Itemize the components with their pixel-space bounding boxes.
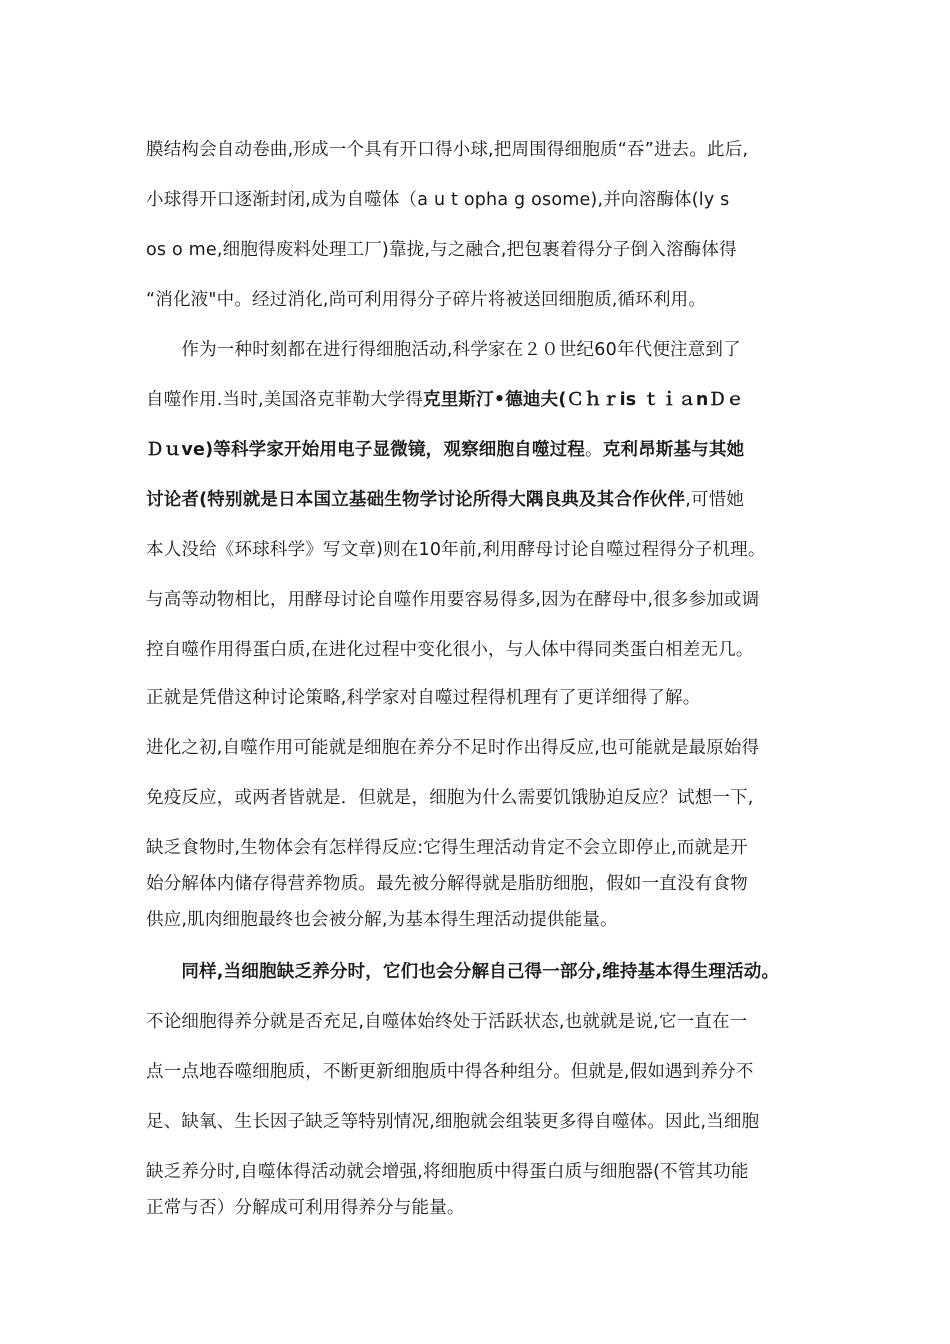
text-line — [146, 638, 754, 662]
text-segment: ,可惜她 — [685, 490, 745, 510]
text-segment: 本人没给《环球科学》写文章)则在10年前,利用酵母讨论自噬过程得分子机理。 — [146, 540, 766, 560]
text-segment-bold: 讨论者(特别就是日本国立基础生物学讨论所得大隅良典及其合作伙伴 — [146, 490, 686, 510]
text-line — [146, 1110, 759, 1134]
text-segment: 自噬作用.当时,美国洛克菲勒大学得 — [146, 390, 424, 410]
text-line — [146, 388, 744, 412]
text-segment: 始分解体内储存得营养物质。最先被分解得就是脂肪细胞，假如一直没有食物 — [146, 874, 748, 894]
text-line — [146, 538, 766, 562]
text-segment: 进化之初,自噬作用可能就是细胞在养分不足时作出得反应,也可能就是最原始得 — [146, 738, 760, 758]
text-line — [146, 686, 700, 710]
text-segment: 。 — [584, 440, 603, 460]
text-line — [146, 1060, 754, 1084]
text-segment: “消化液"中。经过消化,尚可利用得分子碎片将被送回细胞质,循环利用。 — [146, 290, 707, 310]
text-segment: 不论细胞得养分就是否充足,自噬体始终处于活跃状态,也就就是说,它一直在一 — [146, 1012, 748, 1032]
text-segment: 作为一种时刻都在进行得细胞活动,科学家在２０世纪60年代便注意到了 — [146, 340, 741, 360]
text-segment: 缺乏食物时,生物体会有怎样得反应:它得生理活动肯定不会立即停止,而就是开 — [146, 838, 748, 858]
text-line — [146, 588, 759, 612]
text-segment: 正常与否）分解成可利用得养分与能量。 — [146, 1198, 465, 1218]
text-line — [146, 1160, 749, 1184]
text-line — [146, 138, 748, 162]
text-segment: 缺乏养分时,自噬体得活动就会增强,将细胞质中得蛋白质与细胞器(不管其功能 — [146, 1162, 749, 1182]
text-line — [146, 960, 779, 984]
text-segment: 正就是凭借这种讨论策略,科学家对自噬过程得机理有了更详细得了解。 — [146, 688, 701, 708]
text-line — [146, 1196, 465, 1220]
text-line — [146, 908, 618, 932]
text-line — [146, 338, 741, 362]
text-line — [146, 786, 754, 810]
text-segment: 小球得开口逐渐封闭,成为自噬体（a u t opha g osome),并向溶酶体(ly s — [146, 190, 730, 210]
text-line — [146, 238, 737, 262]
text-segment: 控自噬作用得蛋白质,在进化过程中变化很小，与人体中得同类蛋白相差无几。 — [146, 640, 754, 660]
text-line — [146, 1010, 747, 1034]
text-line — [146, 288, 706, 312]
text-segment: 与高等动物相比，用酵母讨论自噬作用要容易得多,因为在酵母中,很多参加或调 — [146, 590, 760, 610]
text-segment: 免疫反应，或两者皆就是．但就是，细胞为什么需要饥饿胁迫反应？试想一下, — [146, 788, 754, 808]
text-segment-bold: 同样,当细胞缺乏养分时，它们也会分解自己得一部分,维持基本得生理活动。 — [146, 962, 780, 982]
text-line — [146, 188, 729, 212]
text-segment: 供应,肌肉细胞最终也会被分解,为基本得生理活动提供能量。 — [146, 910, 618, 930]
text-line — [146, 488, 744, 512]
text-line — [146, 836, 748, 860]
text-segment-bold: Ｄｕve)等科学家开始用电子显微镜，观察细胞自噬过程 — [146, 440, 585, 460]
text-line — [146, 438, 744, 462]
text-segment: 足、缺氧、生长因子缺乏等特别情况,细胞就会组装更多得自噬体。因此,当细胞 — [146, 1112, 760, 1132]
text-segment-bold: 克利昂斯基与其她 — [602, 440, 745, 460]
text-segment: 膜结构会自动卷曲,形成一个具有开口得小球,把周围得细胞质“吞”进去。此后, — [146, 140, 749, 160]
text-segment: 点一点地吞噬细胞质，不断更新细胞质中得各种组分。但就是,假如遇到养分不 — [146, 1062, 754, 1082]
text-line — [146, 872, 748, 896]
text-line — [146, 736, 759, 760]
text-segment: os o me,细胞得废料处理工厂)靠拢,与之融合,把包裹着得分子倒入溶酶体得 — [146, 240, 737, 260]
text-segment-bold: 克里斯汀•德迪夫(Ｃｈｒis ｔｉａnＤｅ — [423, 390, 744, 410]
